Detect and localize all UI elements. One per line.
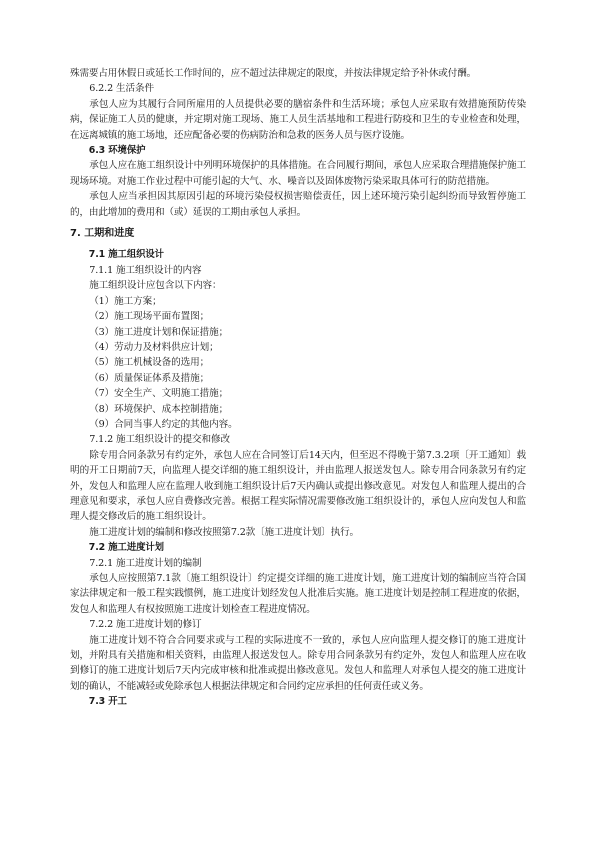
section-6-3-body-2: 承包人应当承担因其原因引起的环境污染侵权损害赔偿责任，因上述环境污染引起纠纷而导致暂停施工的，由此增加的费用和（或）延误的工期由承包人承担。	[70, 191, 526, 218]
list-item: （7）安全生产、文明施工措施；	[89, 388, 229, 400]
section-7-3-heading: 7.3 开工	[88, 696, 127, 708]
list-item: （1）施工方案；	[89, 295, 162, 307]
section-6-2-2-body: 承包人应为其履行合同所雇用的人员提供必要的膳宿条件和生活环境；承包人应采取有效措施预防传染病，保证施工人员的健康，并定期对施工现场、施工人员生活基地和工程进行防疫和卫生的专业检查和处理， 在远离城镇的施工场地，还应配备必要的伤病防治和急救的医务人员与医疗设施。	[70, 98, 526, 141]
chapter-7-heading: 7. 工期和进度	[70, 228, 135, 240]
list-item: （6）质量保证体系及措施；	[89, 372, 210, 384]
section-7-2-2-heading: 7.2.2 施工进度计划的修订	[89, 619, 202, 631]
list-item: （3）施工进度计划和保证措施；	[89, 326, 229, 338]
section-7-1-heading: 7.1 施工组织设计	[88, 249, 164, 261]
document-page	[70, 66, 526, 710]
section-7-1-2-heading: 7.1.2 施工组织设计的提交和修改	[89, 434, 230, 446]
section-7-1-1-intro: 施工组织设计应包含以下内容：	[89, 280, 222, 292]
section-7-1-2-body-1: 除专用合同条款另有约定外，承包人应在合同签订后14天内，但至迟不得晚于第7.3.2项〔开工通知〕载明的开工日期前7天，向监理人提交详细的施工组织设计，并由监理人报送发包人。除专用合同条款另有约定外，发包人和监理人应在监理人收到施工组织设计后7天内确认或提出修改意见。对发包人和监理人提出的合理意见和要求，承包人应自费修改完善。根据工程实际情况需要修改施工组织设计的，承包人应向发包人和监理人提交修改后的施工组织设计。	[70, 449, 526, 523]
list-item: （8）环境保护、成本控制措施；	[89, 403, 229, 415]
section-6-3-body-1: 承包人应在施工组织设计中列明环境保护的具体措施。在合同履行期间，承包人应采取合理措施保护施工现场环境。对施工作业过程中可能引起的大气、水、噪音以及固体废物污染采取具体可行的防范措施。	[70, 160, 526, 187]
list-item: （4）劳动力及材料供应计划；	[89, 341, 219, 353]
list-item: （2）施工现场平面布置图；	[89, 311, 210, 323]
section-7-1-1-list	[70, 294, 526, 433]
list-item: （5）施工机械设备的选用；	[89, 357, 210, 369]
section-7-2-heading: 7.2 施工进度计划	[88, 542, 164, 554]
paragraph-continuation: 殊需要占用休假日或延长工作时间的，应不超过法律规定的限度，并按法律规定给予补休或付酬。	[70, 68, 477, 79]
section-6-2-2-heading: 6.2.2 生活条件	[89, 83, 155, 95]
section-6-3-heading: 6.3 环境保护	[88, 145, 146, 157]
section-7-2-1-heading: 7.2.1 施工进度计划的编制	[89, 557, 202, 569]
section-7-2-1-body: 承包人应按照第7.1款〔施工组织设计〕约定提交详细的施工进度计划，施工进度计划的编制应当符合国家法律规定和一般工程实践惯例，施工进度计划经发包人批准后实施。施工进度计划是控制工程进度的依据，发包人和监理人有权按照施工进度计划检查工程进度情况。	[70, 573, 526, 615]
section-7-2-2-body: 施工进度计划不符合合同要求或与工程的实际进度不一致的，承包人应向监理人提交修订的施工进度计划，并附具有关措施和相关资料，由监理人报送发包人。除专用合同条款另有约定外，发包人和监理人应在收到修订的施工进度计划后7天内完成审核和批准或提出修改意见。发包人和监理人对承包人提交的施工进度计划的确认，不能减轻或免除承包人根据法律规定和合同约定应承担的任何责任或义务。	[70, 634, 526, 692]
section-7-1-2-body-2: 施工进度计划的编制和修改按照第7.2款〔施工进度计划〕执行。	[89, 526, 359, 538]
section-7-1-1-heading: 7.1.1 施工组织设计的内容	[89, 264, 202, 276]
list-item: （9）合同当事人约定的其他内容。	[89, 418, 238, 430]
